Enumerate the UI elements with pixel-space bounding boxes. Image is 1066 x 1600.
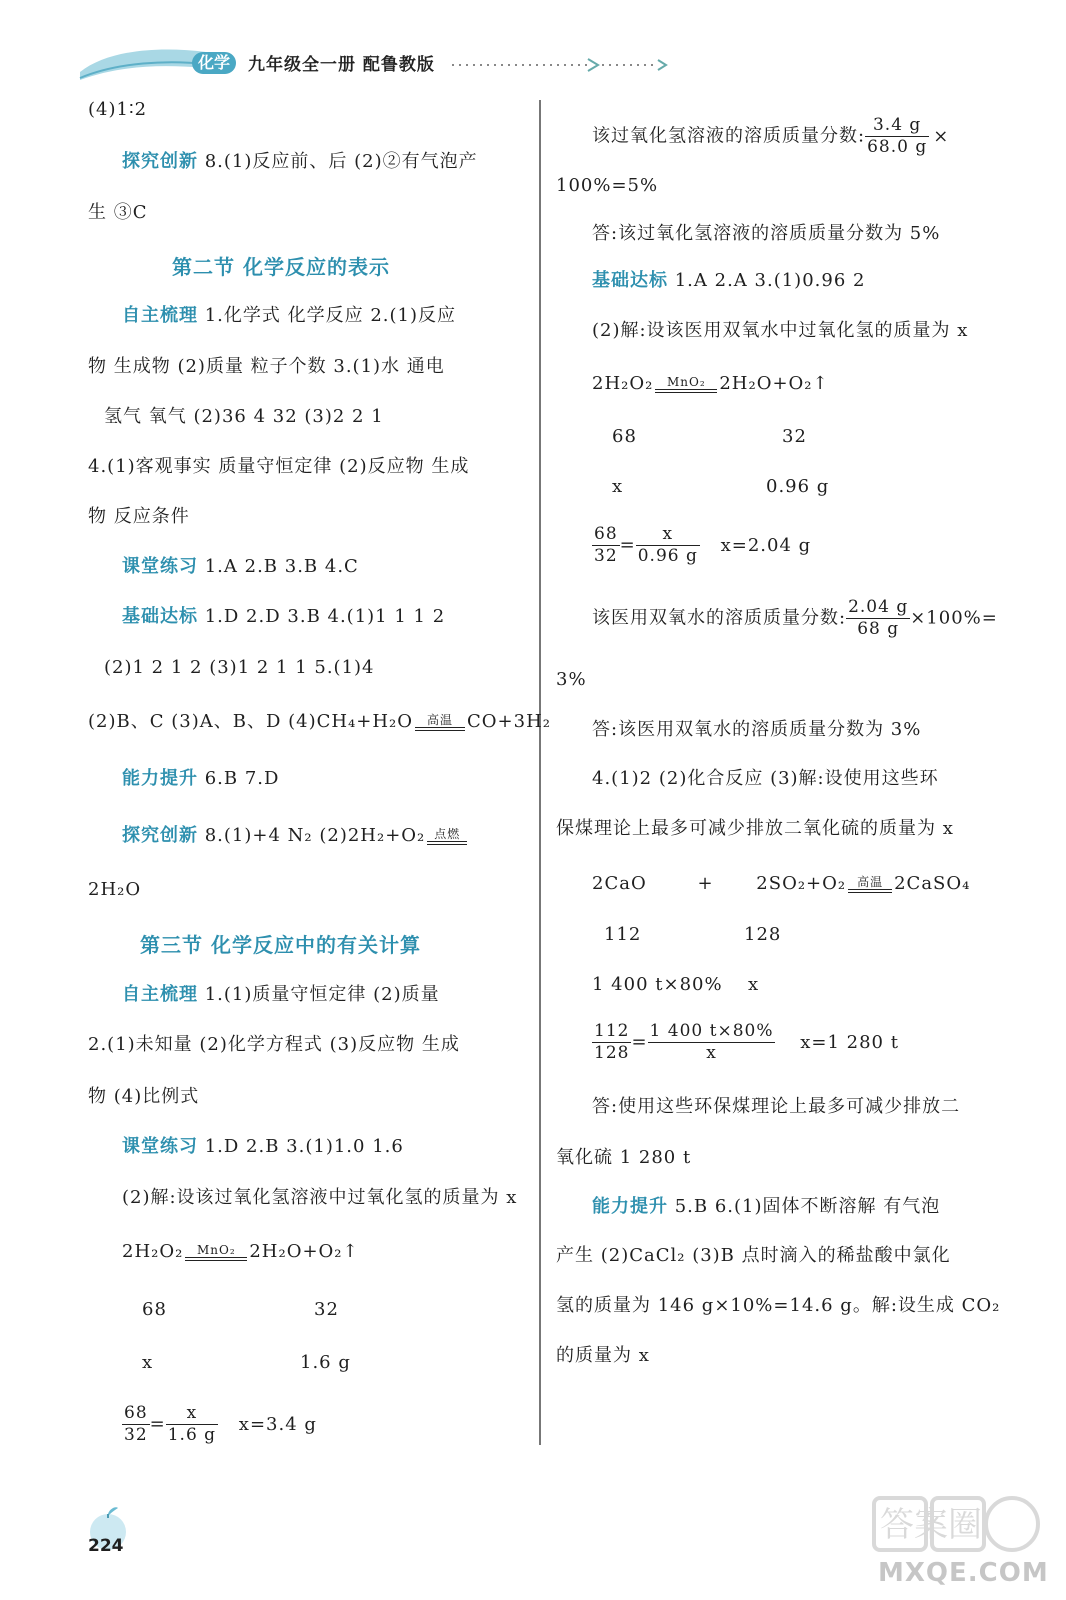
fraction: $\frac{68}{32}$ [594, 524, 618, 566]
answer-line: (2)1 2 1 2 (3)1 2 1 1 5.(1)4 [104, 657, 375, 678]
section-label: 能力提升 [122, 768, 198, 789]
answer-line: 能力提升 6.B 7.D [122, 768, 280, 789]
answer-line: 物 生成物 (2)质量 粒子个数 3.(1)水 通电 [88, 356, 445, 377]
fraction: $\frac{x}{0.96 g}$ [637, 524, 698, 566]
ratio-value: 1 400 t×80% [592, 974, 723, 995]
section-label: 探究创新 [122, 825, 198, 846]
svg-text:答案圈: 答案圈 [880, 1505, 982, 1545]
equation-line: 2H₂O₂ MnO₂ 2H₂O+O₂↑ [122, 1241, 359, 1262]
answer-line: 答:使用这些环保煤理论上最多可减少排放二 [592, 1096, 961, 1117]
answer-line: 4.(1)2 (2)化合反应 (3)解:设使用这些环 [592, 768, 939, 789]
page-number: 224 [88, 1536, 124, 1556]
watermark-url: MXQE.COM [878, 1558, 1049, 1588]
ratio-value: x [142, 1352, 154, 1373]
equation-line: 2CaO + 2SO₂+O₂ 高温 2CaSO₄ [592, 873, 971, 894]
answer-line: 2.(1)未知量 (2)化学方程式 (3)反应物 生成 [88, 1034, 460, 1055]
fraction: $\frac{3.4 g}{68.0 g}$ [867, 115, 928, 157]
answer-line: 课堂练习 1.D 2.B 3.(1)1.0 1.6 [122, 1136, 404, 1157]
fraction: $\frac{112}{128}$ [594, 1021, 630, 1063]
answer-line: 生 ③C [88, 202, 148, 223]
ratio-value: 68 [612, 426, 637, 447]
answer-line: 氧化硫 1 280 t [556, 1147, 692, 1168]
ratio-value: x [612, 476, 624, 497]
answer-line: 3% [556, 669, 587, 690]
reaction-arrow: 高温 [848, 876, 892, 893]
answer-line: 物 反应条件 [88, 506, 190, 527]
ratio-value: 112 [604, 924, 642, 945]
answer-line: 物 (4)比例式 [88, 1086, 200, 1107]
answer-line: 的质量为 x [556, 1345, 650, 1366]
equation-line: 2H₂O [88, 879, 142, 900]
ratio-value: 1.6 g [300, 1352, 351, 1373]
answer-line: 答:该过氧化氢溶液的溶质质量分数为 5% [592, 223, 941, 244]
answer-line: 自主梳理 1.化学式 化学反应 2.(1)反应 [122, 305, 457, 326]
header-title: 九年级全一册 配鲁教版 [248, 55, 435, 75]
answer-line: 保煤理论上最多可减少排放二氧化硫的质量为 x [556, 818, 954, 839]
section-label: 探究创新 [122, 151, 198, 172]
equation-line: 该医用双氧水的溶质质量分数: $\frac{2.04 g}{68 g}$ ×100%= [592, 597, 998, 639]
answer-line: 基础达标 1.D 2.D 3.B 4.(1)1 1 1 2 [122, 606, 446, 627]
proportion-equation: $\frac{68}{32}$ = $\frac{x}{1.6 g}$ x=3.4 g [124, 1403, 317, 1445]
equation-line: 探究创新 8.(1)+4 N₂ (2)2H₂+O₂ 点燃 [122, 824, 469, 848]
reaction-arrow: MnO₂ [185, 1244, 247, 1261]
answer-line: 探究创新 8.(1)反应前、后 (2)②有气泡产 [122, 151, 478, 172]
reaction-arrow: 点燃 [427, 828, 467, 845]
answer-line: 100%=5% [556, 175, 659, 196]
equation-line: (2)B、C (3)A、B、D (4)CH₄+H₂O 高温 CO+3H₂ [88, 711, 552, 732]
header-dotted-arrow [452, 58, 672, 72]
answer-line: 基础达标 1.A 2.A 3.(1)0.96 2 [592, 270, 866, 291]
fraction: $\frac{68}{32}$ [124, 1403, 148, 1445]
answer-line: 产生 (2)CaCl₂ (3)B 点时滴入的稀盐酸中氯化 [556, 1245, 951, 1266]
proportion-equation: $\frac{68}{32}$ = $\frac{x}{0.96 g}$ x=2.04 g [594, 524, 812, 566]
equation-line: 该过氧化氢溶液的溶质质量分数: $\frac{3.4 g}{68.0 g}$ × [592, 115, 950, 157]
reaction-arrow: 高温 [415, 714, 465, 731]
ratio-value: 128 [744, 924, 782, 945]
answer-line: (2)解:设该医用双氧水中过氧化氢的质量为 x [592, 320, 969, 341]
section-heading: 第二节 化学反应的表示 [172, 255, 390, 279]
answer-line: 氢的质量为 146 g×10%=14.6 g。解:设生成 CO₂ [556, 1295, 1001, 1316]
answer-line: 答:该医用双氧水的溶质质量分数为 3% [592, 719, 922, 740]
header-swoosh-decoration [78, 42, 208, 84]
section-label: 基础达标 [122, 606, 198, 627]
section-label: 基础达标 [592, 270, 668, 291]
answer-line: 4.(1)客观事实 质量守恒定律 (2)反应物 生成 [88, 456, 470, 477]
ratio-value: 0.96 g [766, 476, 830, 497]
answer-line: 课堂练习 1.A 2.B 3.B 4.C [122, 556, 359, 577]
ratio-value: x [748, 974, 760, 995]
answer-line: 自主梳理 1.(1)质量守恒定律 (2)质量 [122, 984, 440, 1005]
ratio-value: 32 [314, 1299, 339, 1320]
reaction-arrow: MnO₂ [655, 376, 717, 393]
watermark-logo [870, 1492, 1040, 1562]
answer-line: (2)解:设该过氧化氢溶液中过氧化氢的质量为 x [122, 1187, 518, 1208]
subject-badge: 化学 [192, 52, 236, 74]
fraction: $\frac{2.04 g}{68 g}$ [848, 597, 909, 639]
equation-line: 2H₂O₂ MnO₂ 2H₂O+O₂↑ [592, 373, 829, 394]
section-label: 能力提升 [592, 1196, 668, 1217]
column-divider [539, 100, 541, 1445]
answer-line: 氢气 氧气 (2)36 4 32 (3)2 2 1 [104, 406, 384, 427]
section-heading: 第三节 化学反应中的有关计算 [140, 933, 421, 957]
fraction: $\frac{1 400 t\times 80\%}{x}$ [649, 1021, 774, 1063]
fraction: $\frac{x}{1.6 g}$ [167, 1403, 217, 1445]
section-label: 自主梳理 [122, 305, 198, 326]
section-label: 课堂练习 [122, 1136, 198, 1157]
ratio-value: 32 [782, 426, 807, 447]
proportion-equation: $\frac{112}{128}$ = $\frac{1 400 t\times 80\%}{x}$ x=1 280 t [594, 1021, 899, 1063]
section-label: 自主梳理 [122, 984, 198, 1005]
ratio-value: 68 [142, 1299, 167, 1320]
answer-line: (4)1∶2 [88, 99, 148, 120]
section-label: 课堂练习 [122, 556, 198, 577]
answer-line: 能力提升 5.B 6.(1)固体不断溶解 有气泡 [592, 1196, 941, 1217]
